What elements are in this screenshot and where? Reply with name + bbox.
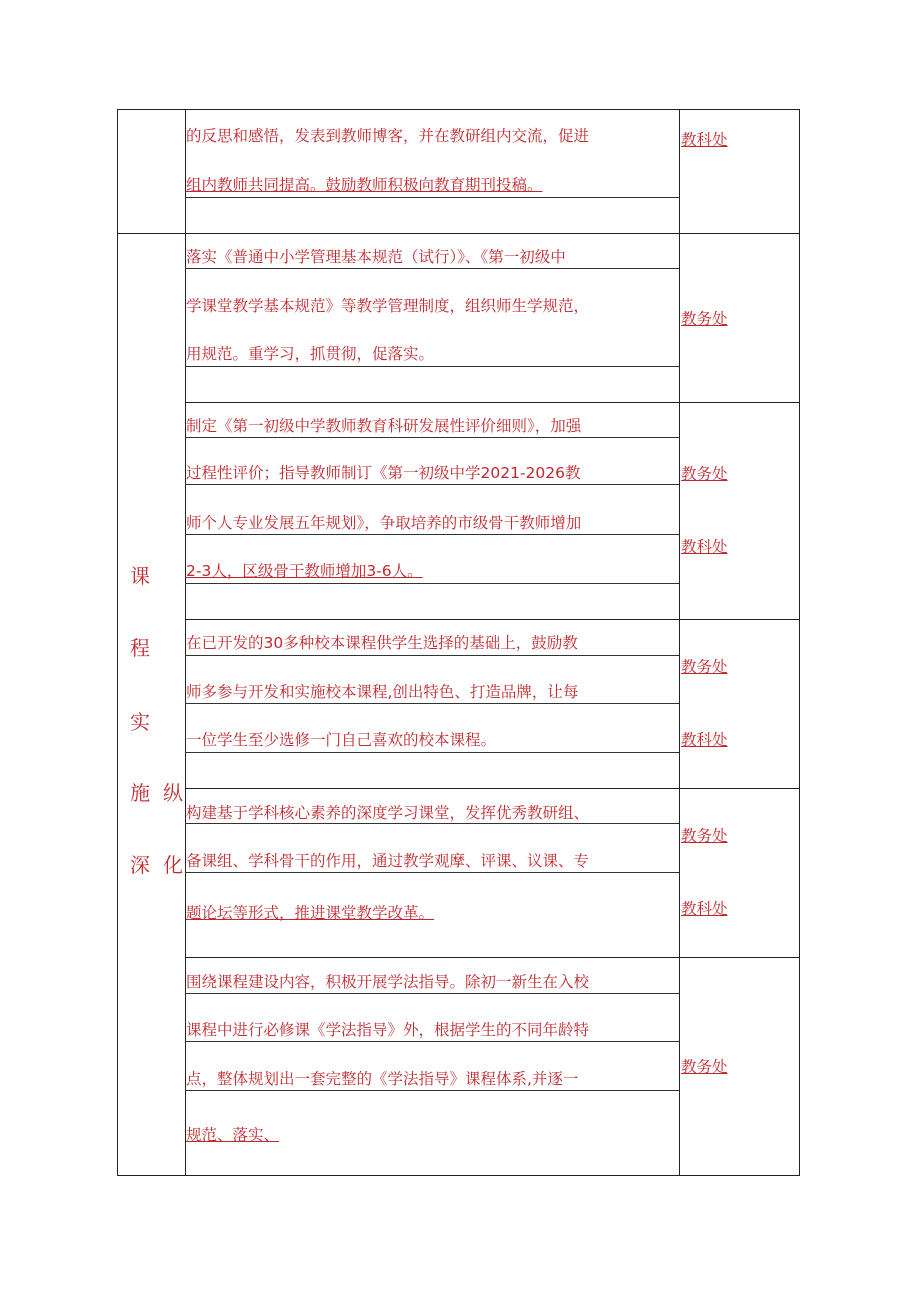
department-link[interactable]: 教务处: [681, 658, 728, 676]
line-rule: [185, 823, 679, 824]
content-line: 备课组、学科骨干的作用，通过教学观摩、评课、议课、专: [186, 852, 590, 870]
row-divider: [185, 957, 800, 958]
line-rule: [185, 752, 679, 753]
line-rule: [185, 872, 679, 873]
department-link[interactable]: 教科处: [681, 900, 728, 918]
content-line: 师个人专业发展五年规划》，争取培养的市级骨干教师增加: [186, 514, 582, 532]
line-rule: [185, 703, 679, 704]
line-rule: [185, 437, 679, 438]
content-line: 课程中进行必修课《学法指导》外，根据学生的不同年龄特: [186, 1021, 590, 1039]
content-line: 落实《普通中小学管理基本规范（试行）》、《第一初级中: [186, 248, 566, 266]
content-line: 用规范。重学习，抓贯彻，促落实。: [186, 345, 435, 363]
department-link[interactable]: 教科处: [681, 131, 728, 149]
content-line: 规范、落实、: [186, 1126, 280, 1144]
department-link[interactable]: 教科处: [681, 731, 728, 749]
column-divider-right: [679, 109, 680, 1176]
line-rule: [185, 1090, 679, 1091]
department-link[interactable]: 教务处: [681, 1058, 728, 1076]
department-link[interactable]: 教务处: [681, 827, 728, 845]
content-line: 一位学生至少选修一门自己喜欢的校本课程。: [186, 731, 497, 749]
line-rule: [185, 655, 679, 656]
category-char: 实: [130, 710, 150, 734]
department-link[interactable]: 教务处: [681, 465, 728, 483]
content-line: 组内教师共同提高。鼓励教师积极向教育期刊投稿。: [186, 176, 543, 194]
content-line: 围绕课程建设内容，积极开展学法指导。除初一新生在入校: [186, 973, 590, 991]
line-rule: [185, 366, 679, 367]
row-divider: [117, 233, 800, 234]
content-line: 在已开发的30多种校本课程供学生选择的基础上，鼓励教: [186, 634, 578, 652]
category-char: 深: [130, 853, 150, 877]
content-line: 制定《第一初级中学教师教育科研发展性评价细则》，加强: [186, 417, 582, 435]
department-link[interactable]: 教科处: [681, 538, 728, 556]
content-line: 构建基于学科核心素养的深度学习课堂，发挥优秀教研组、: [186, 804, 590, 822]
line-rule: [185, 268, 679, 269]
category-char: 施: [130, 781, 150, 805]
department-link[interactable]: 教务处: [681, 310, 728, 328]
line-rule: [185, 583, 679, 584]
category-char: 纵: [163, 781, 183, 805]
content-line: 点，整体规划出一套完整的《学法指导》课程体系,并逐一: [186, 1070, 579, 1088]
line-rule: [185, 484, 679, 485]
category-char: 化: [163, 853, 183, 877]
content-line: 题论坛等形式，推进课堂教学改革。: [186, 904, 435, 922]
content-line: 2-3人，区级骨干教师增加3-6人。: [186, 562, 423, 580]
line-rule: [185, 1041, 679, 1042]
line-rule: [185, 993, 679, 994]
row-divider: [185, 788, 800, 789]
row-divider: [185, 402, 800, 403]
row-divider: [185, 619, 800, 620]
category-char: 程: [130, 636, 150, 660]
line-rule: [185, 534, 679, 535]
content-line: 师多参与开发和实施校本课程,创出特色、打造品牌，让每: [186, 683, 579, 701]
line-rule: [185, 197, 679, 198]
content-line: 的反思和感悟，发表到教师博客，并在教研组内交流，促进: [186, 127, 590, 145]
content-line: 学课堂教学基本规范》等教学管理制度，组织师生学规范，: [186, 297, 590, 315]
category-char: 课: [130, 564, 150, 588]
content-line: 过程性评价；指导教师制订《第一初级中学2021-2026教: [186, 464, 581, 482]
